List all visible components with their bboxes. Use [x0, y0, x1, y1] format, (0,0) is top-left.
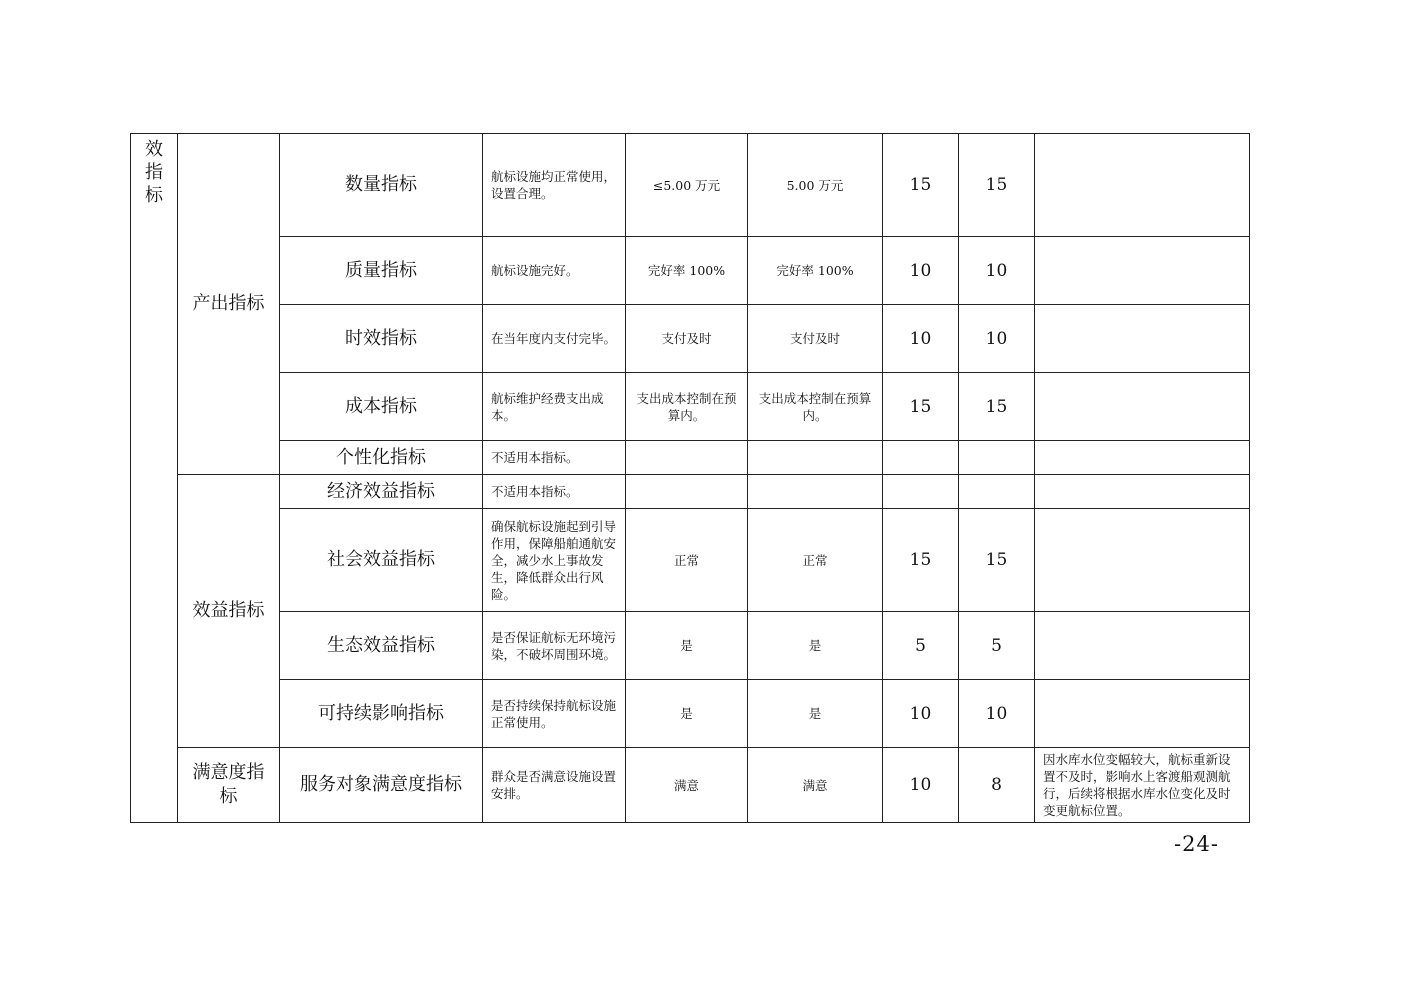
content-cell: 群众是否满意设施设置安排。 — [483, 748, 626, 823]
score-cell: 8 — [959, 748, 1035, 823]
target-cell: 是 — [626, 680, 748, 748]
note-cell — [1035, 680, 1250, 748]
level2-cell: 生态效益指标 — [280, 612, 483, 680]
weight-cell — [883, 475, 959, 509]
level2-cell: 成本指标 — [280, 373, 483, 441]
note-cell — [1035, 441, 1250, 475]
level2-cell: 经济效益指标 — [280, 475, 483, 509]
actual-cell: 正常 — [748, 509, 883, 612]
actual-cell: 完好率 100% — [748, 237, 883, 305]
weight-cell — [883, 441, 959, 475]
actual-cell: 是 — [748, 612, 883, 680]
content-cell: 航标设施完好。 — [483, 237, 626, 305]
table-row — [131, 134, 1250, 237]
actual-cell: 是 — [748, 680, 883, 748]
weight-cell: 5 — [883, 612, 959, 680]
content-cell: 确保航标设施起到引导作用，保障船舶通航安全，减少水上事故发生，降低群众出行风险。 — [483, 509, 626, 612]
target-cell: 满意 — [626, 748, 748, 823]
content-cell: 在当年度内支付完毕。 — [483, 305, 626, 373]
score-cell — [959, 475, 1035, 509]
level1-satisfaction-cell — [178, 748, 280, 823]
content-cell: 航标维护经费支出成本。 — [483, 373, 626, 441]
weight-cell: 15 — [883, 509, 959, 612]
actual-cell — [748, 475, 883, 509]
weight-cell: 15 — [883, 134, 959, 237]
note-cell — [1035, 305, 1250, 373]
weight-cell: 10 — [883, 748, 959, 823]
table-row — [131, 748, 1250, 823]
actual-cell: 5.00 万元 — [748, 134, 883, 237]
score-cell: 15 — [959, 373, 1035, 441]
level1-label: 效益指标 — [192, 600, 265, 621]
actual-cell: 支付及时 — [748, 305, 883, 373]
target-cell: 正常 — [626, 509, 748, 612]
target-cell: 支出成本控制在预算内。 — [626, 373, 748, 441]
note-cell — [1035, 373, 1250, 441]
weight-cell: 10 — [883, 305, 959, 373]
level2-cell: 数量指标 — [280, 134, 483, 237]
table-row — [131, 680, 1250, 748]
target-cell — [626, 441, 748, 475]
actual-cell: 满意 — [748, 748, 883, 823]
target-cell: 是 — [626, 612, 748, 680]
target-cell: 完好率 100% — [626, 237, 748, 305]
score-cell: 5 — [959, 612, 1035, 680]
level2-cell: 个性化指标 — [280, 441, 483, 475]
content-cell: 不适用本指标。 — [483, 441, 626, 475]
level2-cell: 服务对象满意度指标 — [280, 748, 483, 823]
page-number: -24- — [1174, 832, 1219, 856]
weight-cell: 15 — [883, 373, 959, 441]
level2-cell: 时效指标 — [280, 305, 483, 373]
table-row — [131, 509, 1250, 612]
level1-label: 产出指标 — [192, 293, 265, 314]
note-cell — [1035, 612, 1250, 680]
level2-cell: 社会效益指标 — [280, 509, 483, 612]
level2-cell: 质量指标 — [280, 237, 483, 305]
score-cell — [959, 441, 1035, 475]
category-label: 效指标 — [145, 139, 163, 206]
level2-cell: 可持续影响指标 — [280, 680, 483, 748]
note-cell — [1035, 475, 1250, 509]
note-cell — [1035, 237, 1250, 305]
actual-cell: 支出成本控制在预算内。 — [748, 373, 883, 441]
table-row — [131, 475, 1250, 509]
table-row — [131, 373, 1250, 441]
performance-indicator-table — [130, 133, 1250, 823]
content-cell: 航标设施均正常使用，设置合理。 — [483, 134, 626, 237]
target-cell: 支付及时 — [626, 305, 748, 373]
level1-label: 满意度指标 — [192, 762, 265, 807]
content-cell: 是否持续保持航标设施正常使用。 — [483, 680, 626, 748]
actual-cell — [748, 441, 883, 475]
table-row — [131, 612, 1250, 680]
note-cell — [1035, 509, 1250, 612]
level1-benefit-cell — [178, 475, 280, 748]
target-cell: ≤5.00 万元 — [626, 134, 748, 237]
note-cell: 因水库水位变幅较大，航标重新设置不及时，影响水上客渡船观测航行，后续将根据水库水位变化及时变更航标位置。 — [1035, 748, 1250, 823]
table-row — [131, 237, 1250, 305]
weight-cell: 10 — [883, 680, 959, 748]
level1-output-cell — [178, 134, 280, 475]
score-cell: 10 — [959, 680, 1035, 748]
table-row — [131, 305, 1250, 373]
content-cell: 不适用本指标。 — [483, 475, 626, 509]
table-row — [131, 441, 1250, 475]
weight-cell: 10 — [883, 237, 959, 305]
score-cell: 10 — [959, 305, 1035, 373]
category-cell — [131, 134, 178, 823]
score-cell: 15 — [959, 134, 1035, 237]
content-cell: 是否保证航标无环境污染，不破坏周围环境。 — [483, 612, 626, 680]
note-cell — [1035, 134, 1250, 237]
score-cell: 15 — [959, 509, 1035, 612]
score-cell: 10 — [959, 237, 1035, 305]
target-cell — [626, 475, 748, 509]
